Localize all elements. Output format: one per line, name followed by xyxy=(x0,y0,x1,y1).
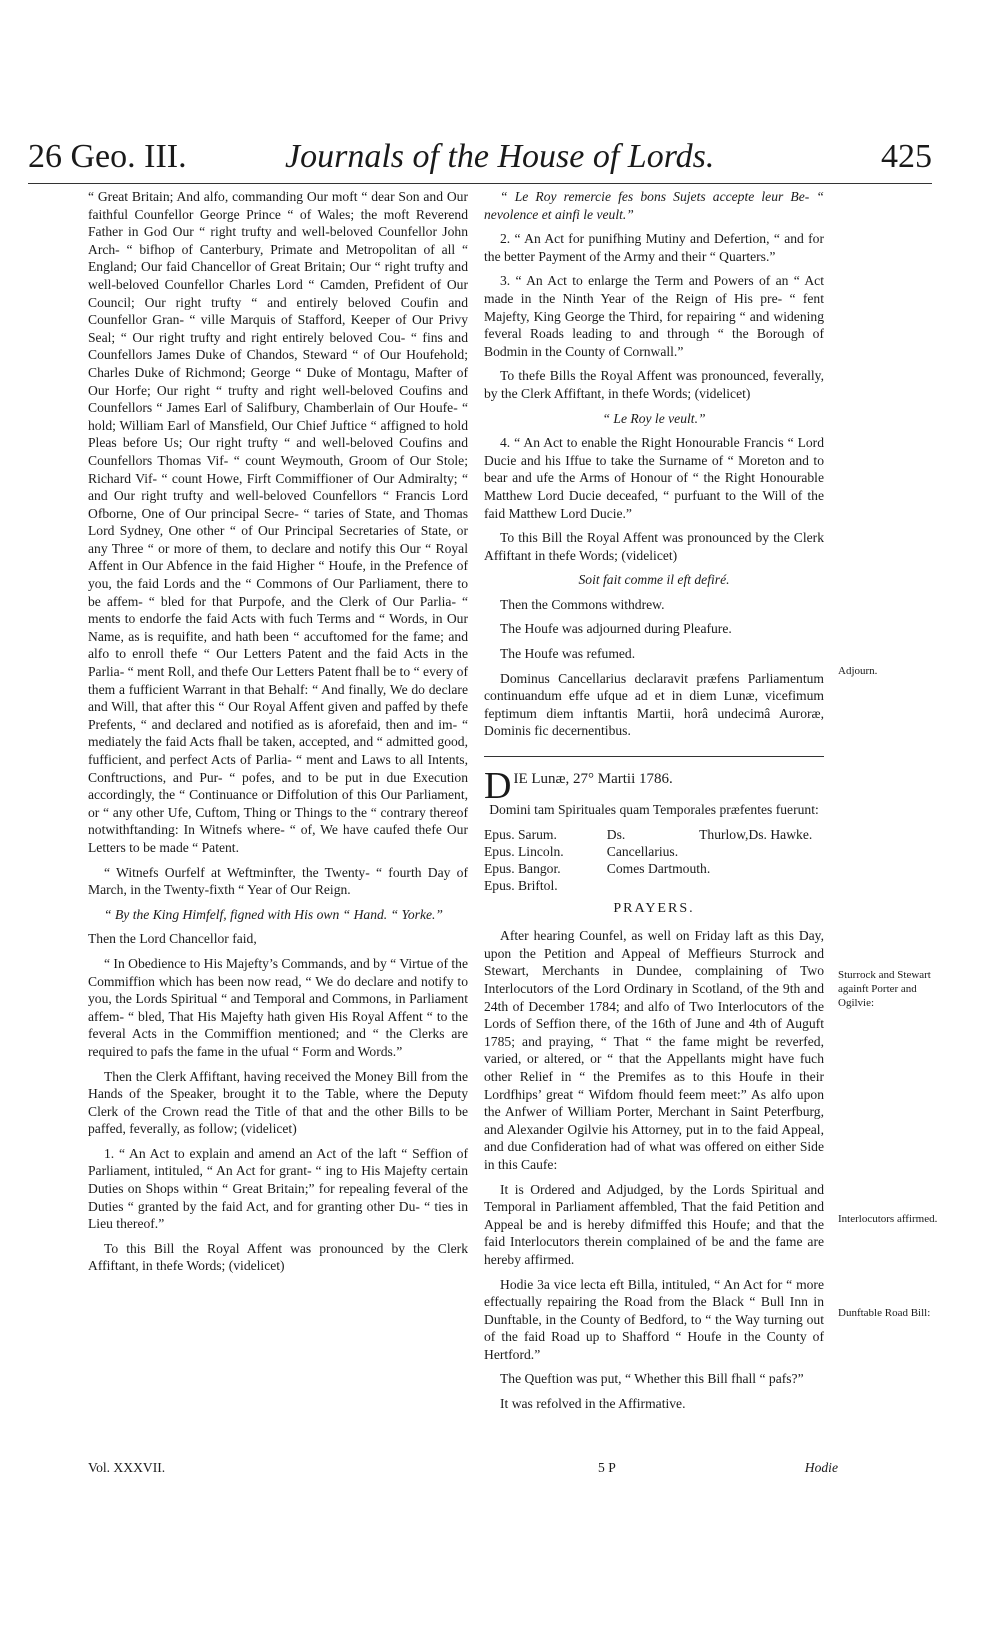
le-roy-le-veult: “ Le Roy le veult.” xyxy=(602,410,706,426)
section-divider xyxy=(484,756,824,757)
ordered-adjudged: It is Ordered and Adjudged, by the Lords Spiritual and Temporal in Parliament affembled, That the faid Petition and Appeal be and is hereby difmiffed this Houfe; and that the faid Interlocutors therein complained of be and the fame are hereby affirmed. xyxy=(484,1181,824,1267)
soit-fait: Soit fait comme il eft defiré. xyxy=(578,572,730,588)
witness-clause: “ Witnefs Ourfelf at Weftminfter, the Twenty- “ fourth Day of March, in the Twenty-fixth “ Year of Our Reign. xyxy=(88,864,468,898)
act-1: 1. “ An Act to explain and amend an Act of the laft “ Seffion of Parliament, intituled, “ An Act for grant- “ ing to His Majefty certain Duties on Shops within “ Great Britain;” for repealing feveral of the Duties “ granted by the faid Act, and for granting other Du- “ ties in Lieu thereof.” xyxy=(88,1145,468,1232)
drop-cap: D xyxy=(484,765,512,808)
act-3: 3. “ An Act to enlarge the Term and Powers of an “ Act made in the Ninth Year of the Reign of His pre- “ fent Majefty, King George the Third, for repairing “ and widening feveral Roads leading to and through “ the Borough of Bodmin in the County of Cornwall.” xyxy=(484,273,824,359)
page-number: 425 xyxy=(881,138,932,175)
signature-mark: 5 P xyxy=(598,1460,616,1475)
present-heading: Domini tam Spirituales quam Temporales præfentes fuerunt: xyxy=(489,802,819,818)
margin-note-dunstable: Dunftable Road Bill: xyxy=(838,1307,931,1319)
assent-act-4: To this Bill the Royal Affent was pronounced by the Clerk Affiftant in thefe Words; (videlicet) xyxy=(484,530,824,563)
right-column xyxy=(484,188,824,1420)
adjournment-latin: Dominus Cancellarius declaravit præfens Parliamentum continuandum effe ufque ad et in diem Lunæ, vicefimum feptimum diem inftantis Martii, horâ undecimâ Auroræ, Dominis fic decernentibus. xyxy=(484,670,824,739)
act-2: 2. “ An Act for punifhing Mutiny and Defertion, “ and for the better Payment of the Army and their “ Quarters.” xyxy=(484,231,824,264)
sitting-date-text: IE Lunæ, 27° Martii 1786. xyxy=(513,771,673,788)
journal-title: Journals of the House of Lords. xyxy=(285,138,715,175)
commission-text: “ Great Britain; And alfo, commanding Our moft “ dear Son and Our faithful Counfellor George Prince “ of Wales; the moft Reverend Father in God Our “ right trufty and well-beloved Counfellor John Arch- “ bifhop of Canterbury, Primate and Metropolitan of all “ England; Our faid Chancellor of Great Britain; Our “ right trufty and well-beloved Counfellor Charles Lord “ Camden, Prefident of Our Council; Our right trufty “ and entirely beloved Coufin and Counfellor Gran- “ ville Marquis of Stafford, Keeper of Our Privy Seal; “ Our right trufty and right entirely beloved Cou- “ fins and Counfellors James Duke of Chandos, Steward “ of Our Houfehold; Charles Duke of Richmond; George “ Duke of Montagu, Mafter of Our Horfe; Our right “ trufty and right well-beloved Coufins and Counfellors “ James Earl of Salifbury, Chamberlain of Our Houfe- “ hold; William Earl of Mansfield, Our Chief Juftice “ affigned to hold Pleas before Us; Our right trufty “ and well-beloved Coufins and Counfellors Thomas Vif- “ count Weymouth, Groom of Our Stole; Richard Vif- “ count Howe, Firft Commiffioner of Our Admiralty; “ and Our right trufty and well-beloved Counfellors “ Francis Lord Ofborne, One of Our principal Secre- “ taries of State, and Thomas Lord Sydney, One other “ of Our Principal Secretaries of State, or any Three “ or more of them, to declare and notify this Our “ Royal Affent in Our Abfence in the faid Higher “ Houfe, in the Prefence of you, the faid Lords and the “ Commons of Our Parliament, there to be affem- “ bled for that Purpofe, and the Clerk of Our Parlia- “ ments to endorfe the faid Acts with fuch Terms and “ Words, in Our Name, as is requifite, and hath been “ accuftomed for the fame; and alfo to enroll thefe “ Our Letters Patent and the faid Acts in the Parlia- “ ment Roll, and thefe Our Letters Patent fhall be to “ every of them a fufficient Warrant in that Behalf: “ And finally, We do declare and Will, that after this “ Our Royal Affent given and paffed by thefe Prefents, “ and declared and notified as is aforefaid, then and im- “ mediately the faid Acts fhall be taken, accepted, and “ admitted good, fufficient, and perfect Acts of Parlia- “ ment and Laws to all Intents, Conftructions, and Pur- “ pofes, and to be put in due Execution accordingly, the “ Continuance or Diffolution of this Our Parliament, or “ any other Ufe, Cuftom, Thing or Things to the “ contrary thereof notwithftanding: In Witnefs where- “ of, We have caufed thefe Our Letters to be made “ Patent. xyxy=(88,189,468,855)
assent-acts-2-3: To thefe Bills the Royal Affent was pronounced, feverally, by the Clerk Affiftant, in thefe Words; (videlicet) xyxy=(484,368,824,401)
bishops-list xyxy=(484,826,607,894)
chancellor-said: Then the Lord Chancellor faid, xyxy=(88,931,257,947)
page-header xyxy=(28,138,932,182)
lords-present xyxy=(484,826,824,894)
act-4: 4. “ An Act to enable the Right Honourable Francis “ Lord Ducie and his Iffue to take the Surname of “ Moreton and to bear and ufe the Arms of Honour of “ the Right Honourable Matthew Lord Ducie deceafed, “ purfuant to the Will of the faid Matthew Lord Ducie.” xyxy=(484,435,824,521)
lord-entry: Epus. Bangor. xyxy=(484,860,561,876)
dunstable-bill: Hodie 3a vice lecta eft Billa, intituled, “ An Act for “ more effectually repairing the Road from the Black “ Bull Inn in Dunftable, in the County of Bedford, to “ the Way turning out of the faid Road up to Shafford “ Houfe in the County of Hertford.” xyxy=(484,1276,824,1362)
house-resumed: The Houfe was refumed. xyxy=(500,646,636,662)
lord-entry: Comes Dartmouth. xyxy=(606,860,711,876)
assent-act-1: To this Bill the Royal Affent was pronounced by the Clerk Affiftant, in thefe Words; (videlicet) xyxy=(88,1240,468,1274)
commons-withdrew: Then the Commons withdrew. xyxy=(500,596,665,612)
royal-thanks: “ Le Roy remercie fes bons Sujets accepte leur Be- “ nevolence et ainfi le veult.” xyxy=(484,189,824,222)
catchword: Hodie xyxy=(804,1460,838,1475)
lord-entry: Epus. Lincoln. xyxy=(484,843,564,859)
chancellor-speech: “ In Obedience to His Majefty’s Commands, and by “ Virtue of the Commiffion which has been now read, “ We do declare and notify to you, the Lords Spiritual “ and Temporal and Commons, in Parliament affem- “ bled, That His Majefty hath given His Royal Affent “ to the feveral Acts in the Commiffion mentioned; and “ the Clerks are required to pafs the fame in the ufual “ Form and Words.” xyxy=(88,955,468,1059)
lord-entry: Ds. Hawke. xyxy=(748,826,813,842)
question-put: The Queftion was put, “ Whether this Bill fhall “ pafs?” xyxy=(500,1371,804,1387)
temporal-lords-list xyxy=(607,826,749,894)
lord-entry: Epus. Briftol. xyxy=(484,877,558,893)
margin-note-interlocutors: Interlocutors affirmed. xyxy=(838,1213,938,1225)
margin-note-adjourn: Adjourn. xyxy=(838,665,878,677)
king-signature: “ By the King Himfelf, figned with His own “ Hand. “ Yorke.” xyxy=(104,906,443,922)
header-rule xyxy=(28,183,932,184)
sitting-date xyxy=(484,765,824,808)
barons-list xyxy=(748,826,824,894)
appeal-hearing: After hearing Counfel, as well on Friday laft as this Day, upon the Petition and Appeal of Meffieurs Sturrock and Stewart, Merchants in Dundee, complaining of Two Interlocutors of the Lord Ordinary in Scotland, of the 9th and 24th of December 1784; and alfo of Two Interlocutors of the Lords of Seffion there, of the 16th of June and 4th of Auguft 1785; and praying, “ That “ the fame might be reverfed, varied, or altered, or “ that the Appellants might have fuch other Relief in “ the Premifes as to this Houfe in their Lordfhips’ great “ Wifdom fhould feem meet:” As alfo upon the Anfwer of William Porter, Merchant in Saint Peterfburg, and Alexander Ogilvie his Attorney, put in to the faid Appeal, and due Confideration had of what was offered on either Side in this Caufe: xyxy=(484,928,824,1172)
left-column xyxy=(88,188,468,1282)
regnal-year: 26 Geo. III. xyxy=(28,138,187,175)
house-adjourned: The Houfe was adjourned during Pleafure. xyxy=(500,621,732,637)
resolved-affirmative: It was refolved in the Affirmative. xyxy=(500,1396,686,1412)
clerk-assistant-paragraph: Then the Clerk Affiftant, having received the Money Bill from the Hands of the Speaker, brought it to the Table, where the Deputy Clerk of the Crown read the Title of that and the other Bills to be paffed, feverally, as follow; (videlicet) xyxy=(88,1068,468,1137)
margin-note-sturrock: Sturrock and Stewart againft Porter and Ogilvie: xyxy=(838,969,931,1009)
lord-entry: Ds. Thurlow, Cancellarius. xyxy=(606,826,749,859)
prayers-heading: PRAYERS. xyxy=(613,900,695,916)
volume-number: Vol. XXXVII. xyxy=(88,1460,166,1475)
lord-entry: Epus. Sarum. xyxy=(484,826,557,842)
